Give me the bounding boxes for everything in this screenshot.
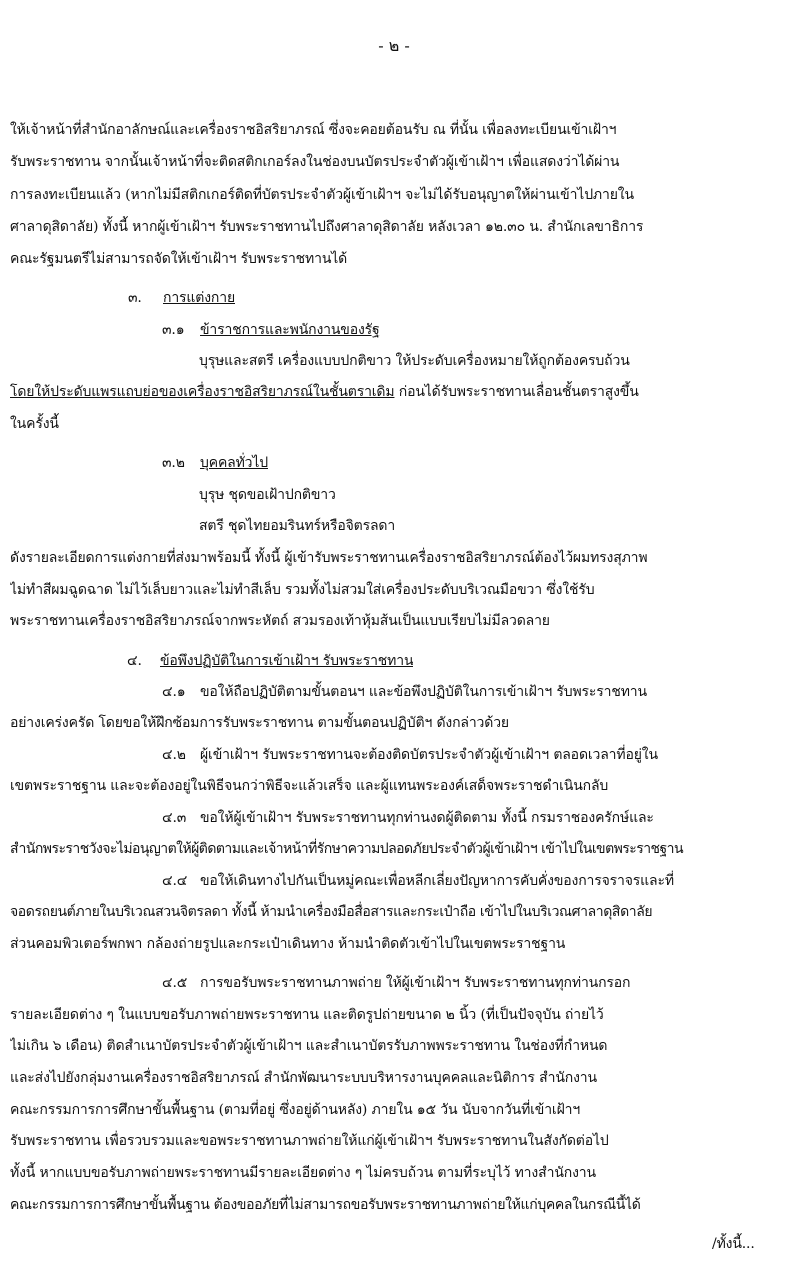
body-line: ในครั้งนี้ [10, 416, 59, 432]
section-number: ๓. [128, 290, 142, 306]
body-line: พระราชทานเครื่องราชอิสริยาภรณ์จากพระหัตถ์ สวมรองเท้าหุ้มส้นเป็นแบบเรียบไม่มีลวดลาย [10, 613, 550, 629]
underlined-phrase: โดยให้ประดับแพรแถบย่อของเครื่องราชอิสริยาภรณ์ในชั้นตราเดิม [10, 384, 395, 400]
body-line: รับพระราชทาน เพื่อรวบรวมและขอพระราชทานภาพถ่ายให้แก่ผู้เข้าเฝ้าฯ รับพระราชทานในสังกัดต่อไป [10, 1133, 609, 1149]
body-line: ขอให้ผู้เข้าเฝ้าฯ รับพระราชทานทุกท่านงดผู้ติดตาม ทั้งนี้ กรมราชองครักษ์และ [200, 810, 654, 826]
subsection-number: ๓.๑ [162, 322, 185, 338]
dress-female: สตรี ชุดไทยอมรินทร์หรือจิตรลดา [199, 518, 396, 534]
intro-line: ศาลาดุสิดาลัย) ทั้งนี้ หากผู้เข้าเฝ้าฯ รับพระราชทานไปถึงศาลาดุสิดาลัย หลังเวลา ๑๒.๓๐ น. สำนักเลขาธิการ [10, 219, 644, 235]
item-number: ๔.๓ [162, 810, 187, 826]
item-number: ๔.๑ [162, 684, 186, 700]
body-line: ดังรายละเอียดการแต่งกายที่ส่งมาพร้อมนี้ ทั้งนี้ ผู้เข้ารับพระราชทานเครื่องราชอิสริยาภรณ์ต้องไว้ผมทรงสุภาพ [10, 550, 648, 566]
subsection-number: ๓.๒ [162, 455, 185, 471]
body-line: การขอรับพระราชทานภาพถ่าย ให้ผู้เข้าเฝ้าฯ รับพระราชทานทุกท่านกรอก [200, 975, 631, 991]
body-line: รายละเอียดต่าง ๆ ในแบบขอรับภาพถ่ายพระราชทาน และติดรูปถ่ายขนาด ๒ นิ้ว (ที่เป็นปัจจุบัน ถ่ายไว้ [10, 1007, 604, 1023]
subsection-title: บุคคลทั่วไป [200, 455, 269, 471]
dress-male: บุรุษ ชุดขอเฝ้าปกติขาว [199, 487, 336, 503]
body-line: ไม่ทำสีผมฉูดฉาด ไม่ไว้เล็บยาวและไม่ทำสีเล็บ รวมทั้งไม่สวมใส่เครื่องประดับบริเวณมือขวา ซึ่งใช้รับ [10, 582, 595, 598]
body-line: บุรุษและสตรี เครื่องแบบปกติขาว ให้ประดับเครื่องหมายให้ถูกต้องครบถ้วน [199, 353, 630, 369]
intro-line: คณะรัฐมนตรีไม่สามารถจัดให้เข้าเฝ้าฯ รับพระราชทานได้ [10, 251, 348, 267]
item-number: ๔.๕ [162, 975, 188, 991]
body-line: คณะกรรมการการศึกษาขั้นพื้นฐาน ต้องขออภัยที่ไม่สามารถขอรับพระราชทานภาพถ่ายให้แก่บุคคลในกรณีนี้ได้ [10, 1197, 641, 1213]
body-line: และส่งไปยังกลุ่มงานเครื่องราชอิสริยาภรณ์ สำนักพัฒนาระบบบริหารงานบุคคลและนิติการ สำนักงาน [10, 1070, 597, 1086]
body-text: ก่อนได้รับพระราชทานเลื่อนชั้นตราสูงขึ้น [394, 384, 639, 400]
subsection-title: ข้าราชการและพนักงานของรัฐ [200, 322, 380, 338]
body-line: สำนักพระราชวังจะไม่อนุญาตให้ผู้ติดตามและเจ้าหน้าที่รักษาความปลอดภัยประจำตัวผู้เข้าเฝ้าฯ เข้าไปในเขตพระราชฐาน [10, 841, 683, 857]
body-line: ขอให้เดินทางไปกันเป็นหมู่คณะเพื่อหลีกเลี่ยงปัญหาการคับคั่งของการจราจรและที่ [200, 873, 674, 889]
section-title: การแต่งกาย [163, 290, 235, 306]
intro-line: ให้เจ้าหน้าที่สำนักอาลักษณ์และเครื่องราชอิสริยาภรณ์ ซึ่งจะคอยต้อนรับ ณ ที่นั้น เพื่อลงทะเบียนเข้าเฝ้าฯ [10, 122, 617, 138]
body-line: อย่างเคร่งครัด โดยขอให้ฝึกซ้อมการรับพระราชทาน ตามขั้นตอนปฏิบัติฯ ดังกล่าวด้วย [10, 715, 509, 731]
intro-line: การลงทะเบียนแล้ว (หากไม่มีสติกเกอร์ติดที่บัตรประจำตัวผู้เข้าเฝ้าฯ จะไม่ได้รับอนุญาตให้ผ่านเข้าไปภายใน [10, 187, 634, 203]
body-line: ผู้เข้าเฝ้าฯ รับพระราชทานจะต้องติดบัตรประจำตัวผู้เข้าเฝ้าฯ ตลอดเวลาที่อยู่ใน [200, 747, 658, 763]
body-line: คณะกรรมการการศึกษาขั้นพื้นฐาน (ตามที่อยู่ ซึ่งอยู่ด้านหลัง) ภายใน ๑๕ วัน นับจากวันที่เข้าเฝ้าฯ [10, 1102, 581, 1118]
item-number: ๔.๔ [162, 873, 188, 889]
section-number: ๔. [127, 653, 142, 669]
page-number: - ๒ - [378, 36, 410, 55]
body-line: ทั้งนี้ หากแบบขอรับภาพถ่ายพระราชทานมีรายละเอียดต่าง ๆ ไม่ครบถ้วน ตามที่ระบุไว้ ทางสำนักงาน [10, 1165, 596, 1181]
intro-line: รับพระราชทาน จากนั้นเจ้าหน้าที่จะติดสติกเกอร์ลงในช่องบนบัตรประจำตัวผู้เข้าเฝ้าฯ เพื่อแสดงว่าได้ผ่าน [10, 154, 620, 170]
item-number: ๔.๒ [162, 747, 186, 763]
body-line: ขอให้ถือปฏิบัติตามขั้นตอนฯ และข้อพึงปฏิบัติในการเข้าเฝ้าฯ รับพระราชทาน [200, 684, 647, 700]
body-line: จอดรถยนต์ภายในบริเวณสวนจิตรลดา ทั้งนี้ ห้ามนำเครื่องมือสื่อสารและกระเป๋าถือ เข้าไปในบริเวณศาลาดุสิดาลัย [10, 904, 653, 920]
body-line: ไม่เกิน ๖ เดือน) ติดสำเนาบัตรประจำตัวผู้เข้าเฝ้าฯ และสำเนาบัตรรับภาพพระราชทาน ในช่องที่กำหนด [10, 1038, 608, 1054]
body-line: ส่วนคอมพิวเตอร์พกพา กล้องถ่ายรูปและกระเป๋าเดินทาง ห้ามนำติดตัวเข้าไปในเขตพระราชฐาน [10, 936, 566, 952]
body-line [10, 380, 780, 404]
section-title: ข้อพึงปฏิบัติในการเข้าเฝ้าฯ รับพระราชทาน [160, 653, 414, 669]
continuation-marker: /ทั้งนี้... [712, 1236, 755, 1252]
body-line: เขตพระราชฐาน และจะต้องอยู่ในพิธีจนกว่าพิธีจะแล้วเสร็จ และผู้แทนพระองค์เสด็จพระราชดำเนินกลับ [10, 778, 609, 794]
